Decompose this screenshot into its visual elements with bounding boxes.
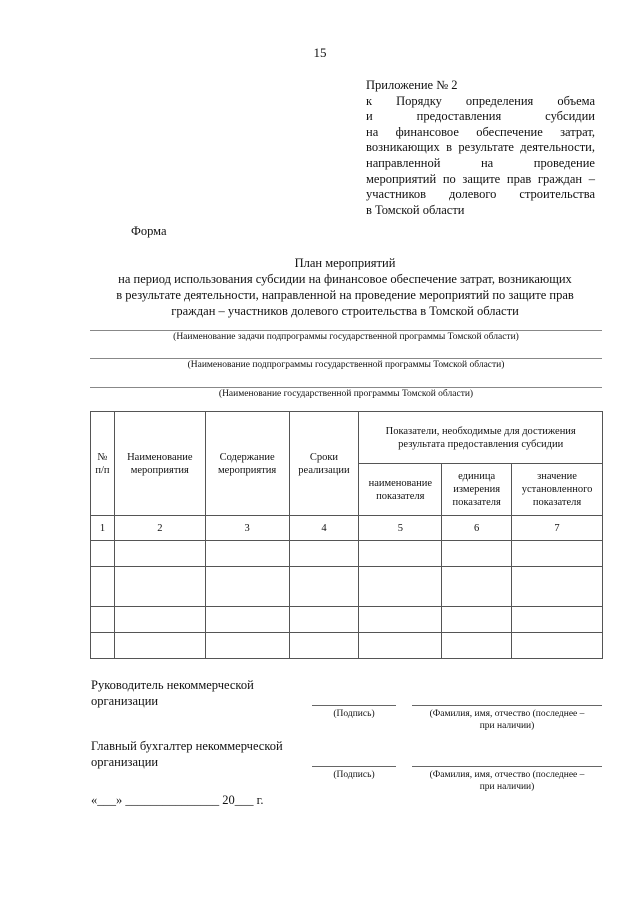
appendix-line: Приложение № 2	[366, 78, 458, 92]
accountant-name-caption-line: при наличии)	[479, 782, 535, 792]
table-cell[interactable]	[442, 607, 512, 633]
appendix-line: и предоставления субсидии	[366, 109, 595, 124]
accountant-label: Главный бухгалтер некоммерческой организации	[91, 739, 283, 769]
table-cell[interactable]	[359, 541, 442, 567]
table-cell[interactable]	[91, 567, 115, 607]
form-label: Форма	[131, 224, 167, 238]
table-cell[interactable]	[359, 567, 442, 607]
director-label: Руководитель некоммерческой организации	[91, 678, 254, 708]
table-cell[interactable]	[359, 633, 442, 659]
column-number: 7	[512, 516, 603, 541]
program-name-caption: (Наименование государственной программы Томской области)	[218, 389, 474, 399]
header-terms: Сроки реализации	[289, 412, 359, 516]
plan-title-line: на период использования субсидии на финансовое обеспечение затрат, возникающих	[118, 272, 572, 286]
column-number: 4	[289, 516, 359, 541]
accountant-name-line[interactable]	[412, 766, 602, 767]
subprogram-name-caption: (Наименование подпрограммы государственной программы Томской области)	[187, 360, 505, 370]
accountant-signature-line[interactable]	[312, 766, 396, 767]
date-close-quote: »	[116, 793, 123, 807]
header-measure-name: Наименование мероприятия	[114, 412, 205, 516]
director-name-caption	[412, 708, 602, 732]
table-row	[91, 567, 603, 607]
table-cell[interactable]	[91, 607, 115, 633]
table-cell[interactable]	[114, 607, 205, 633]
header-indicator-value: значение установленного показателя	[512, 464, 603, 516]
table-row	[91, 541, 603, 567]
table-cell[interactable]	[205, 541, 289, 567]
plan-title-line: в результате деятельности, направленной на проведение мероприятий по защите прав	[116, 288, 574, 302]
header-indicator-unit: единица измерения показателя	[442, 464, 512, 516]
director-signature-caption: (Подпись)	[333, 709, 375, 719]
column-number: 6	[442, 516, 512, 541]
plan-title	[90, 255, 600, 319]
table-cell[interactable]	[289, 607, 359, 633]
accountant-name-caption-line: (Фамилия, имя, отчество (последнее –	[429, 770, 585, 780]
page-number: 15	[313, 45, 327, 60]
table-cell[interactable]	[442, 567, 512, 607]
table-cell[interactable]	[114, 541, 205, 567]
director-signature-line[interactable]	[312, 705, 396, 706]
appendix-line: направленной на проведение	[366, 155, 595, 170]
appendix-line: возникающих в результате деятельности,	[366, 140, 595, 155]
header-measure-content: Содержание мероприятия	[205, 412, 289, 516]
accountant-signature-caption: (Подпись)	[333, 770, 375, 780]
table-cell[interactable]	[289, 633, 359, 659]
appendix-block	[366, 78, 595, 218]
table-cell[interactable]	[114, 633, 205, 659]
subprogram-name-line[interactable]	[90, 358, 602, 359]
table-cell[interactable]	[512, 541, 603, 567]
date-line	[91, 793, 263, 808]
plan-title-line: граждан – участников долевого строительства в Томской области	[171, 304, 519, 318]
table-cell[interactable]	[205, 607, 289, 633]
date-year-blank[interactable]: ___	[234, 793, 254, 807]
director-name-caption-line: при наличии)	[479, 721, 535, 731]
appendix-line: мероприятий по защите прав граждан –	[366, 171, 595, 186]
column-number: 5	[359, 516, 442, 541]
table-cell[interactable]	[91, 541, 115, 567]
accountant-name-caption	[412, 769, 602, 793]
header-indicators-group: Показатели, необходимые для достижения результата предоставления субсидии	[359, 412, 603, 464]
header-num: № п/п	[91, 412, 115, 516]
director-name-caption-line: (Фамилия, имя, отчество (последнее –	[429, 709, 585, 719]
date-open-quote: «	[91, 793, 98, 807]
table-cell[interactable]	[442, 633, 512, 659]
appendix-line: в Томской области	[366, 202, 465, 217]
date-year-suffix: г.	[256, 793, 264, 807]
measures-table	[90, 411, 603, 659]
director-name-line[interactable]	[412, 705, 602, 706]
table-cell[interactable]	[512, 607, 603, 633]
plan-title-line: План мероприятий	[294, 256, 396, 270]
table-row	[91, 607, 603, 633]
appendix-line: участников долевого строительства	[366, 187, 595, 202]
date-year-prefix: 20	[222, 793, 235, 807]
table-cell[interactable]	[205, 633, 289, 659]
column-number: 1	[91, 516, 115, 541]
date-day-blank[interactable]: ___	[97, 793, 116, 807]
table-cell[interactable]	[359, 607, 442, 633]
table-cell[interactable]	[512, 567, 603, 607]
task-name-line[interactable]	[90, 330, 602, 331]
table-cell[interactable]	[289, 541, 359, 567]
program-name-line[interactable]	[90, 387, 602, 388]
table-row	[91, 633, 603, 659]
appendix-line: на финансовое обеспечение затрат,	[366, 124, 595, 139]
header-indicator-name: наименование показателя	[359, 464, 442, 516]
column-number: 2	[114, 516, 205, 541]
table-cell[interactable]	[442, 541, 512, 567]
table-cell[interactable]	[114, 567, 205, 607]
task-name-caption: (Наименование задачи подпрограммы государственной программы Томской области)	[173, 332, 519, 342]
table-cell[interactable]	[91, 633, 115, 659]
table-cell[interactable]	[205, 567, 289, 607]
table-cell[interactable]	[289, 567, 359, 607]
table-cell[interactable]	[512, 633, 603, 659]
appendix-line: к Порядку определения объема	[366, 93, 595, 108]
column-number: 3	[205, 516, 289, 541]
date-month-blank[interactable]: _______________	[125, 793, 220, 807]
